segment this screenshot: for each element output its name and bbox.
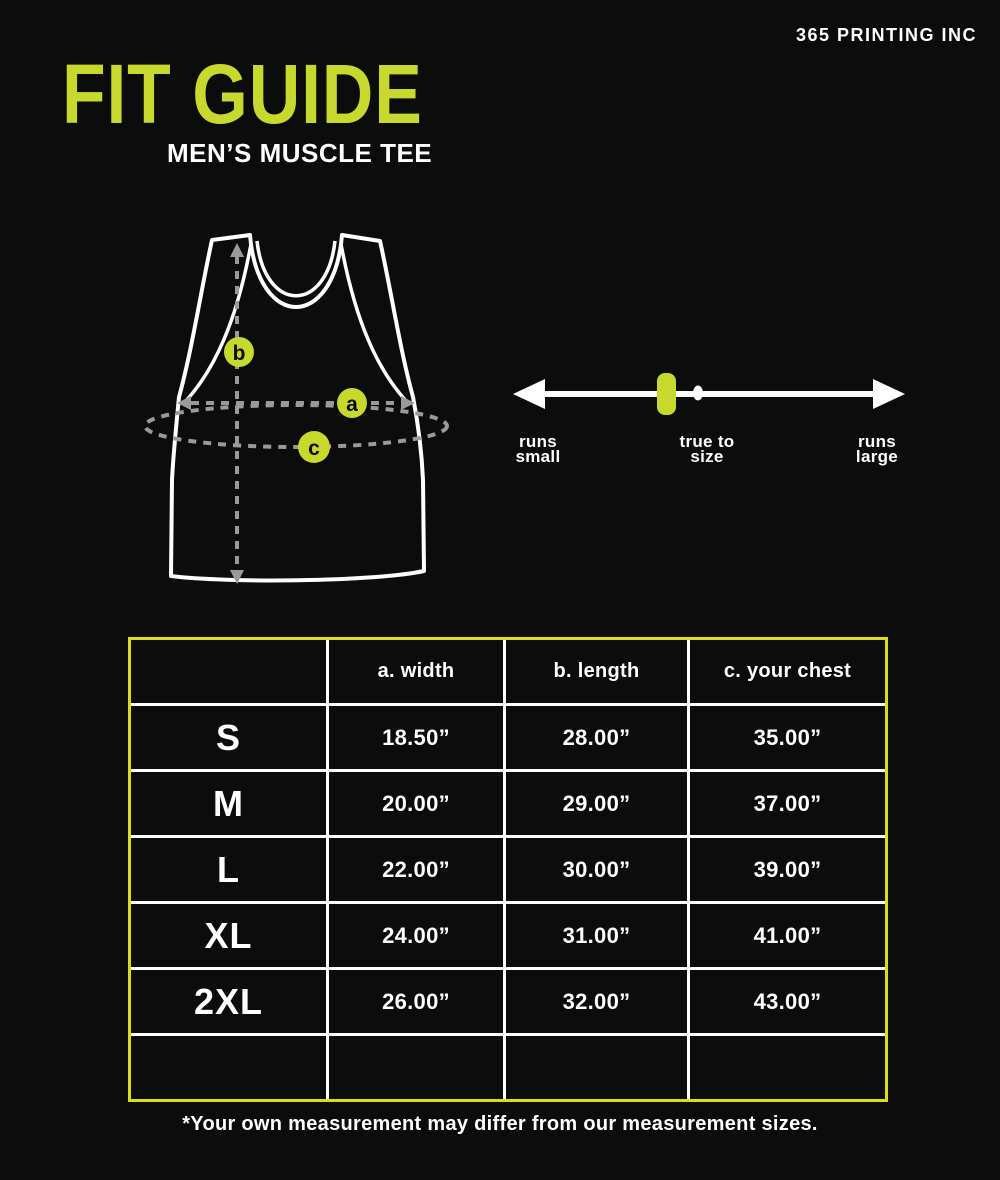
table-cell: 32.00”	[506, 970, 687, 1033]
table-size-label: M	[131, 772, 326, 835]
table-cell: 24.00”	[329, 904, 503, 967]
table-header-length: b. length	[506, 640, 687, 703]
table-cell: 41.00”	[690, 904, 885, 967]
marker-a	[337, 388, 367, 418]
table-cell: 37.00”	[690, 772, 885, 835]
table-cell: 35.00”	[690, 706, 885, 769]
table-size-label: XL	[131, 904, 326, 967]
size-table	[128, 637, 888, 1102]
marker-a-label: a	[346, 393, 358, 416]
scale-label-runs-small	[478, 434, 598, 464]
scale-label-true-to-size	[647, 434, 767, 464]
table-cell: 20.00”	[329, 772, 503, 835]
table-cell: 29.00”	[506, 772, 687, 835]
scale-label-line: small	[515, 447, 561, 466]
table-cell: 26.00”	[329, 970, 503, 1033]
fit-scale-center-dot	[693, 386, 703, 401]
marker-b	[224, 337, 254, 367]
table-header-chest: c. your chest	[690, 640, 885, 703]
table-cell	[506, 1036, 687, 1099]
garment-measurement-diagram	[120, 215, 480, 615]
fit-scale-marker	[657, 373, 676, 415]
scale-label-line: runs	[857, 432, 897, 451]
measurement-disclaimer: *Your own measurement may differ from our measurement sizes.	[182, 1113, 818, 1135]
page-title: FIT GUIDE	[62, 47, 423, 141]
table-cell: 28.00”	[506, 706, 687, 769]
table-cell: 22.00”	[329, 838, 503, 901]
marker-c	[298, 431, 330, 463]
fit-scale-arrowhead-right	[873, 379, 905, 409]
marker-b-label: b	[232, 342, 246, 365]
table-cell: 30.00”	[506, 838, 687, 901]
table-cell	[329, 1036, 503, 1099]
scale-label-line: runs	[518, 432, 558, 451]
neckline-inner-band	[257, 241, 335, 296]
scale-label-line: size	[690, 447, 724, 466]
length-arrowhead-top	[230, 243, 244, 257]
table-cell: 18.50”	[329, 706, 503, 769]
chest-measure-ellipse	[145, 405, 447, 447]
scale-label-line: true to	[679, 432, 735, 451]
table-cell: 39.00”	[690, 838, 885, 901]
table-header-cell	[131, 640, 326, 703]
scale-label-runs-large	[817, 434, 937, 464]
table-cell	[690, 1036, 885, 1099]
marker-c-label: c	[308, 437, 320, 460]
table-size-label: 2XL	[131, 970, 326, 1033]
table-cell: 31.00”	[506, 904, 687, 967]
scale-label-line: large	[855, 447, 899, 466]
fit-scale-arrowhead-left	[513, 379, 545, 409]
table-size-label: S	[131, 706, 326, 769]
table-size-label	[131, 1036, 326, 1099]
page-subtitle: MEN’S MUSCLE TEE	[167, 138, 433, 168]
brand-name: 365 PRINTING INC	[795, 25, 977, 45]
table-header-width: a. width	[329, 640, 503, 703]
table-cell: 43.00”	[690, 970, 885, 1033]
fit-scale	[505, 368, 915, 420]
table-size-label: L	[131, 838, 326, 901]
